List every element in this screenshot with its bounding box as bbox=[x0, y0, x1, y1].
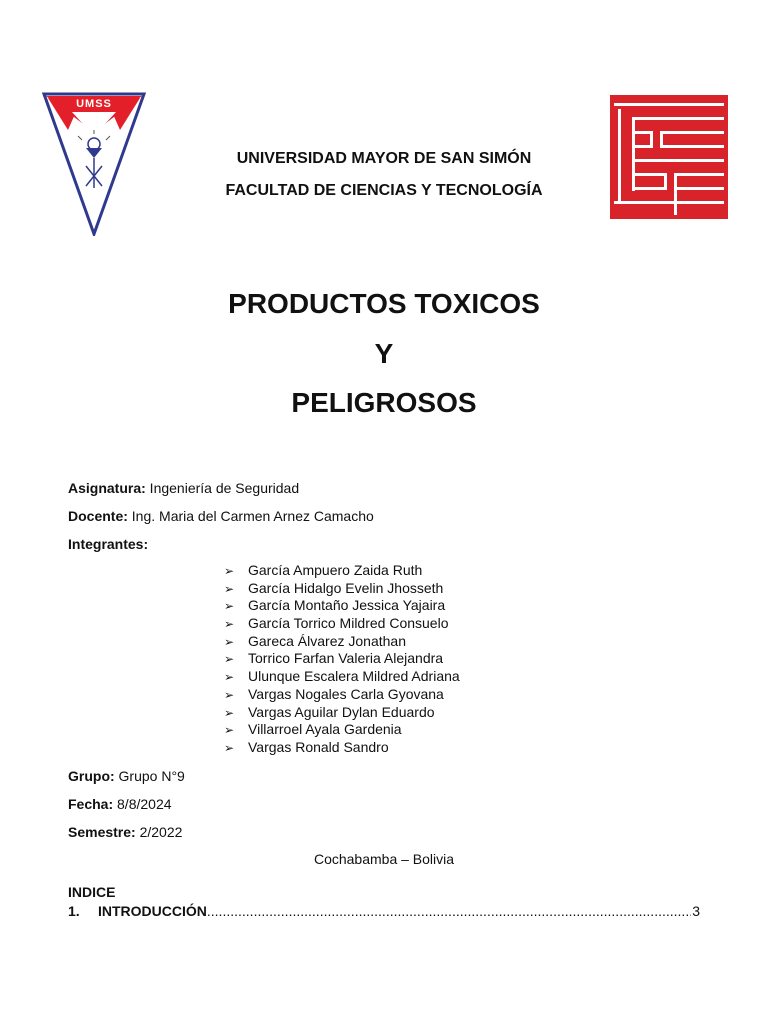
list-item bbox=[224, 704, 460, 722]
member-name: Vargas Aguilar Dylan Eduardo bbox=[248, 703, 435, 720]
fecha-value: 8/8/2024 bbox=[113, 796, 172, 812]
document-title-line-1: PRODUCTOS TOXICOS bbox=[228, 288, 540, 319]
grupo-label: Grupo: bbox=[68, 768, 115, 784]
arrow-bullet-icon: ➢ bbox=[224, 687, 235, 702]
list-item bbox=[224, 668, 460, 686]
fecha-field bbox=[68, 796, 172, 812]
semestre-field bbox=[68, 824, 182, 840]
member-name: Torrico Farfan Valeria Alejandra bbox=[248, 650, 444, 667]
faculty-name: FACULTAD DE CIENCIAS Y TECNOLOGÍA bbox=[225, 182, 543, 199]
toc-dot-leader bbox=[207, 903, 691, 919]
toc-entry-label: INTRODUCCIÓN bbox=[98, 903, 207, 919]
member-name: Vargas Nogales Carla Gyovana bbox=[248, 685, 444, 702]
docente-value: Ing. Maria del Carmen Arnez Camacho bbox=[127, 508, 374, 524]
member-name: Ulunque Escalera Mildred Adriana bbox=[248, 668, 460, 685]
list-item bbox=[224, 633, 460, 651]
arrow-bullet-icon: ➢ bbox=[224, 705, 235, 720]
umss-logo-text: UMSS bbox=[76, 98, 112, 110]
arrow-bullet-icon: ➢ bbox=[224, 652, 235, 667]
arrow-bullet-icon: ➢ bbox=[224, 581, 235, 596]
list-item bbox=[224, 650, 460, 668]
member-name: Gareca Álvarez Jonathan bbox=[248, 632, 406, 649]
asignatura-value: Ingeniería de Seguridad bbox=[145, 480, 300, 496]
university-name: UNIVERSIDAD MAYOR DE SAN SIMÓN bbox=[236, 150, 532, 167]
list-item bbox=[224, 615, 460, 633]
arrow-bullet-icon: ➢ bbox=[224, 634, 235, 649]
members-list bbox=[224, 562, 460, 757]
arrow-bullet-icon: ➢ bbox=[224, 599, 235, 614]
document-title-line-3: PELIGROSOS bbox=[291, 387, 477, 418]
member-name: García Ampuero Zaida Ruth bbox=[248, 562, 423, 578]
semestre-label: Semestre: bbox=[68, 824, 136, 840]
document-title-line-2: Y bbox=[374, 338, 394, 369]
toc-entry[interactable] bbox=[68, 903, 700, 919]
member-name: García Hidalgo Evelin Jhosseth bbox=[248, 579, 444, 596]
list-item bbox=[224, 580, 460, 598]
arrow-bullet-icon: ➢ bbox=[224, 723, 235, 738]
fecha-label: Fecha: bbox=[68, 796, 114, 812]
docente-label: Docente: bbox=[68, 508, 128, 524]
grupo-field bbox=[68, 768, 185, 784]
asignatura-label: Asignatura: bbox=[68, 480, 146, 496]
list-item bbox=[224, 686, 460, 704]
arrow-bullet-icon: ➢ bbox=[224, 670, 235, 685]
arrow-bullet-icon: ➢ bbox=[224, 740, 235, 755]
location-text: Cochabamba – Bolivia bbox=[313, 851, 455, 867]
list-item bbox=[224, 739, 460, 757]
index-title: INDICE bbox=[68, 884, 116, 900]
semestre-value: 2/2022 bbox=[135, 824, 183, 840]
list-item bbox=[224, 721, 460, 739]
member-name: Vargas Ronald Sandro bbox=[248, 738, 389, 755]
integrantes-label: Integrantes: bbox=[68, 536, 149, 552]
grupo-value: Grupo N°9 bbox=[114, 768, 185, 784]
arrow-bullet-icon: ➢ bbox=[224, 617, 235, 632]
docente-field bbox=[68, 508, 374, 524]
integrantes-field bbox=[68, 536, 148, 552]
toc-entry-number: 1. bbox=[68, 903, 80, 919]
toc-entry-page: 3 bbox=[692, 903, 700, 919]
list-item bbox=[224, 597, 460, 615]
list-item bbox=[224, 562, 460, 580]
member-name: García Torrico Mildred Consuelo bbox=[248, 615, 449, 632]
member-name: Villarroel Ayala Gardenia bbox=[248, 721, 402, 738]
arrow-bullet-icon: ➢ bbox=[224, 564, 235, 578]
asignatura-field bbox=[68, 480, 299, 496]
member-name: García Montaño Jessica Yajaira bbox=[248, 597, 446, 614]
